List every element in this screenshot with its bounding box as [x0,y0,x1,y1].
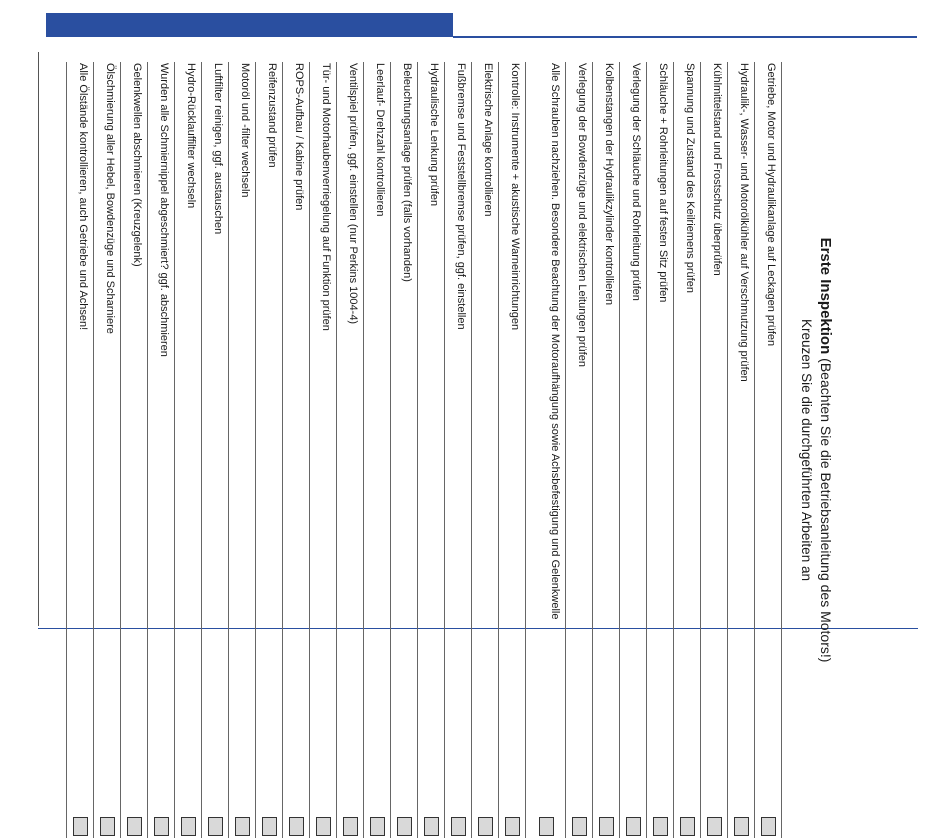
checklist-item-label: Hydraulische Lenkung prüfen [428,63,440,207]
checklist-table [66,62,782,838]
checklist-item-label: Gelenkwellen abschmieren (Kreuzgelenk) [131,63,143,267]
checklist-row [754,62,781,838]
checklist-item-label: Alle Schrauben nachziehen. Besondere Beachtung der Motoraufhängung sowie Achsbefestigung und Gelenkwelle [549,63,561,620]
checklist-row [646,62,673,838]
checklist-row [174,62,201,838]
checklist-row [309,62,336,838]
checklist-checkbox[interactable] [208,817,223,836]
checklist-row [592,62,619,838]
checklist-row [363,62,390,838]
checklist-row [228,62,255,838]
checklist-checkbox[interactable] [262,817,277,836]
checklist-row [336,62,363,838]
checklist-checkbox[interactable] [154,817,169,836]
checklist-item-label: Luftfilter reinigen, ggf. austauschen [212,63,224,235]
checklist-checkbox[interactable] [599,817,614,836]
header-rule [453,36,917,38]
checklist-item-label: ROPS-Aufbau / Kabine prüfen [293,63,305,211]
checklist-checkbox[interactable] [707,817,722,836]
checklist-row [255,62,282,838]
header-accent-bar [46,13,453,37]
checklist-item-label: Fußbremse und Feststellbremse prüfen, ggf. einstellen [455,63,467,330]
checklist-item-label: Hydraulik-, Wasser- und Motorölkühler auf Verschmutzung prüfen [738,63,750,382]
checklist-item-label: Verlegung der Bowdenzüge und elektrischen Leitungen prüfen [576,63,588,367]
checklist-row [525,62,565,838]
checklist-item-label: Verlegung der Schläuche und Rohrleitung prüfen [630,63,642,301]
checklist-checkbox[interactable] [289,817,304,836]
checklist-checkbox[interactable] [370,817,385,836]
checklist-checkbox[interactable] [316,817,331,836]
checklist-row [498,62,525,838]
margin-rule [38,52,39,626]
checklist-row [444,62,471,838]
checklist-checkbox[interactable] [572,817,587,836]
checklist-checkbox[interactable] [626,817,641,836]
checklist-checkbox[interactable] [653,817,668,836]
checklist-checkbox[interactable] [505,817,520,836]
checklist-row [471,62,498,838]
checklist-checkbox[interactable] [181,817,196,836]
checklist-item-label: Leerlauf- Drehzahl kontrollieren [374,63,386,217]
checklist-checkbox[interactable] [343,817,358,836]
checklist-item-label: Getriebe, Motor und Hydraulikanlage auf Leckagen prüfen [765,63,777,347]
checklist-checkbox[interactable] [539,817,554,836]
checklist-checkbox[interactable] [734,817,749,836]
checklist-item-label: Schläuche + Rohrleitungen auf festen Sitz prüfen [657,63,669,303]
checklist-item-label: Hydro-Rücklauffilter wechseln [185,63,197,209]
checklist-item-label: Spannung und Zustand des Keilriemens prüfen [684,63,696,293]
checklist-checkbox[interactable] [424,817,439,836]
checklist-row [120,62,147,838]
checklist-checkbox[interactable] [761,817,776,836]
checklist-checkbox[interactable] [235,817,250,836]
page-title [815,62,836,838]
checklist-row [93,62,120,838]
checklist-checkbox[interactable] [127,817,142,836]
checklist-row [417,62,444,838]
inspection-checklist-panel [77,62,840,838]
page-subtitle: Kreuzen Sie die durchgeführten Arbeiten an [799,319,814,581]
title-note: (Beachten Sie die Betriebsanleitung des Motors!) [818,354,834,663]
title-bold: Erste Inspektion [817,237,834,355]
checklist-item-label: Tür- und Motorhaubenverriegelung auf Funktion prüfen [320,63,332,331]
checklist-row [727,62,754,838]
checklist-item-label: Ölschmierung aller Hebel, Bowdenzüge und Scharniere [104,63,116,334]
checklist-row [66,62,93,838]
checklist-row [700,62,727,838]
checklist-row [673,62,700,838]
checklist-item-label: Beleuchtungsanlage prüfen (falls vorhanden) [401,63,413,282]
checklist-item-label: Reifenzustand prüfen [266,63,278,168]
checklist-checkbox[interactable] [73,817,88,836]
checklist-checkbox[interactable] [680,817,695,836]
checklist-checkbox[interactable] [100,817,115,836]
checklist-row [201,62,228,838]
checklist-item-label: Elektrische Anlage kontrollieren [482,63,494,217]
checklist-item-label: Kühlmittelstand und Frostschutz überprüfen [711,63,723,276]
checklist-checkbox[interactable] [397,817,412,836]
checklist-checkbox[interactable] [451,817,466,836]
checklist-row [619,62,646,838]
checklist-item-label: Kontrolle: Instrumente + akustische Warneinrichtungen [509,63,521,331]
title-block [782,62,840,838]
checklist-item-label: Kolbenstangen der Hydraulikzylinder kontrollieren [603,63,615,306]
checklist-item-label: Wurden alle Schmiernippel abgeschmiert? ggf. abschmieren [158,63,170,357]
checklist-item-label: Alle Ölstände kontrollieren, auch Getriebe und Achsen! [77,63,89,331]
checklist-item-label: Ventilspiel prüfen, ggf. einstellen (nur Perkins 1004-4) [347,63,359,325]
checklist-row [390,62,417,838]
checklist-checkbox[interactable] [478,817,493,836]
checklist-row [282,62,309,838]
checklist-row [147,62,174,838]
checklist-row [565,62,592,838]
checklist-item-label: Motoröl und -filter wechseln [239,63,251,198]
